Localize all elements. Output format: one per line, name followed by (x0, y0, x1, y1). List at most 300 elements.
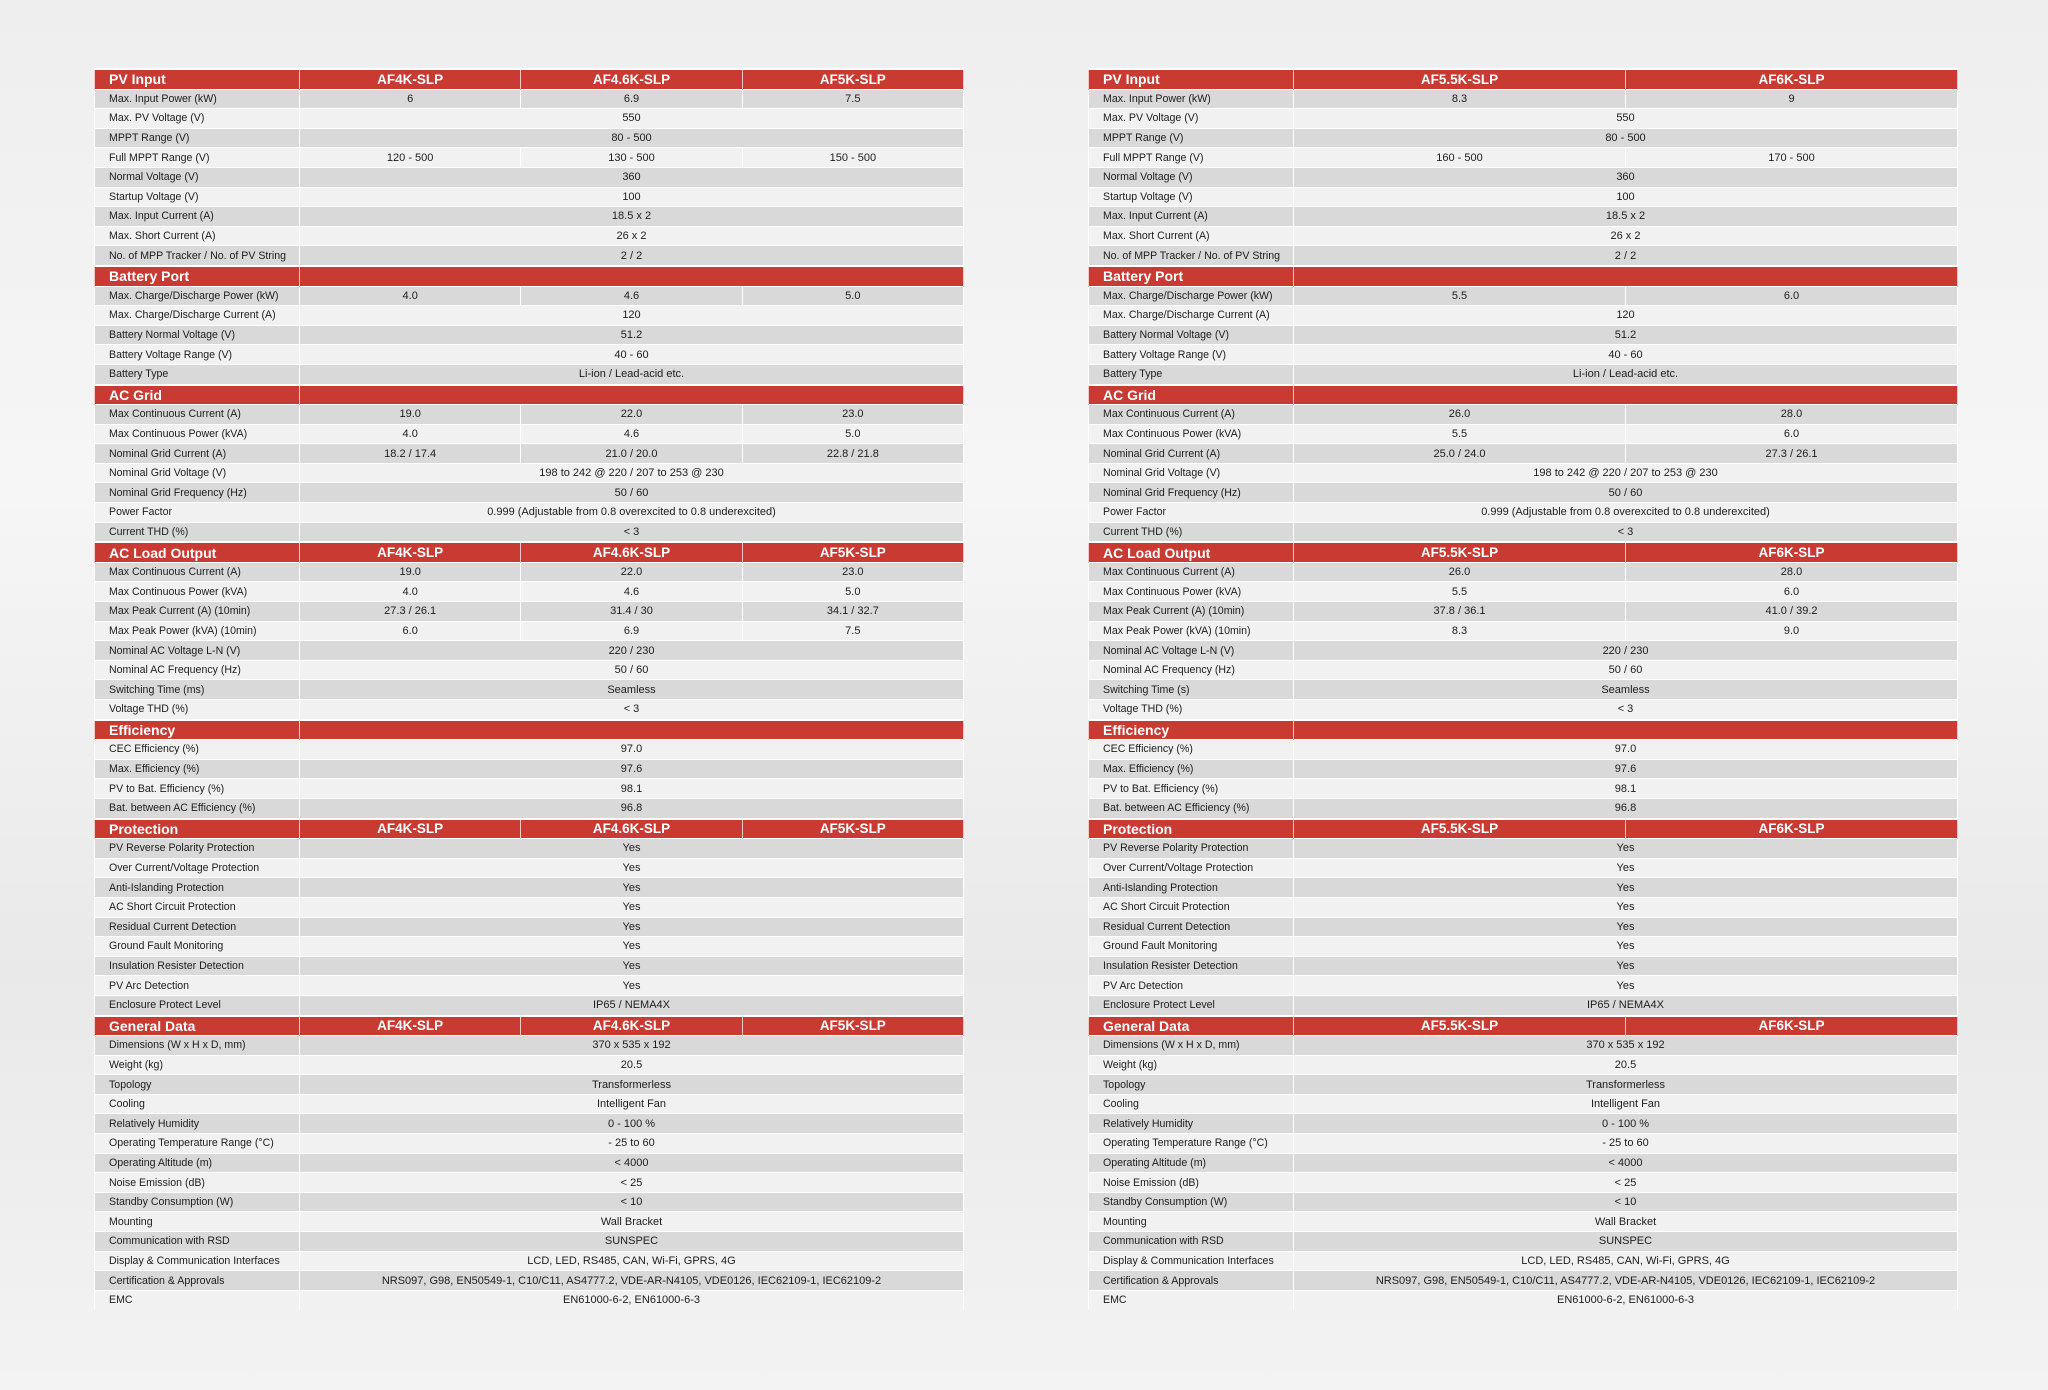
spec-row (95, 1232, 964, 1252)
spec-value: 100 (1294, 187, 1958, 207)
spec-value: 0.999 (Adjustable from 0.8 overexcited to 0.8 underexcited) (300, 503, 964, 523)
spec-label: Ground Fault Monitoring (1089, 937, 1294, 957)
spec-value: Transformerless (300, 1075, 964, 1095)
spec-label: Max. Input Power (kW) (1089, 89, 1294, 109)
spec-value: 120 (300, 306, 964, 326)
spec-row (1089, 128, 1958, 148)
spec-label: Operating Altitude (m) (1089, 1153, 1294, 1173)
spec-label: Max Continuous Current (A) (1089, 562, 1294, 582)
section-header (95, 542, 964, 562)
spec-value: SUNSPEC (1294, 1232, 1958, 1252)
spec-value: 130 - 500 (521, 148, 742, 168)
spec-value: < 4000 (1294, 1153, 1958, 1173)
spec-row (1089, 325, 1958, 345)
spec-label: Voltage THD (%) (95, 700, 300, 720)
spec-label: Mounting (95, 1212, 300, 1232)
spec-value: Intelligent Fan (1294, 1094, 1958, 1114)
spec-value: Yes (300, 976, 964, 996)
model-header: AF4K-SLP (300, 819, 521, 839)
spec-label: Max Peak Power (kVA) (10min) (95, 621, 300, 641)
spec-row (1089, 798, 1958, 818)
model-header: AF5K-SLP (742, 542, 963, 562)
section-title: General Data (95, 1016, 300, 1036)
spec-value: 4.6 (521, 424, 742, 444)
spec-value: 97.0 (1294, 740, 1958, 760)
spec-value: 98.1 (300, 779, 964, 799)
spec-row (1089, 1114, 1958, 1134)
spec-value: EN61000-6-2, EN61000-6-3 (1294, 1290, 1958, 1309)
spec-row (1089, 680, 1958, 700)
spec-value: 7.5 (742, 621, 963, 641)
section-header (1089, 69, 1958, 89)
spec-label: Residual Current Detection (1089, 917, 1294, 937)
spec-row (1089, 167, 1958, 187)
spec-row (95, 286, 964, 306)
spec-value: Yes (1294, 976, 1958, 996)
spec-value: 0 - 100 % (1294, 1114, 1958, 1134)
spec-value: NRS097, G98, EN50549-1, C10/C11, AS4777.2, VDE-AR-N4105, VDE0126, IEC62109-1, IEC62109-2 (300, 1271, 964, 1291)
spec-label: Nominal AC Voltage L-N (V) (95, 641, 300, 661)
spec-label: Max Continuous Current (A) (1089, 405, 1294, 425)
spec-row (1089, 306, 1958, 326)
spec-row (95, 503, 964, 523)
spec-value: < 25 (300, 1173, 964, 1193)
spec-row (1089, 858, 1958, 878)
spec-row (95, 1055, 964, 1075)
spec-row (95, 1094, 964, 1114)
spec-value: - 25 to 60 (300, 1134, 964, 1154)
spec-value: 160 - 500 (1294, 148, 1626, 168)
spec-row (95, 1173, 964, 1193)
spec-value: 50 / 60 (1294, 483, 1958, 503)
spec-label: EMC (1089, 1290, 1294, 1309)
spec-value: 6.0 (1626, 286, 1958, 306)
spec-value: < 10 (1294, 1192, 1958, 1212)
spec-label: Standby Consumption (W) (1089, 1192, 1294, 1212)
spec-value: < 3 (1294, 522, 1958, 542)
spec-value: 19.0 (300, 562, 521, 582)
spec-value: 198 to 242 @ 220 / 207 to 253 @ 230 (300, 463, 964, 483)
spec-row (1089, 405, 1958, 425)
spec-label: Startup Voltage (V) (1089, 187, 1294, 207)
spec-row (95, 1134, 964, 1154)
spec-label: Noise Emission (dB) (1089, 1173, 1294, 1193)
spec-label: Bat. between AC Efficiency (%) (1089, 798, 1294, 818)
spec-label: Nominal AC Frequency (Hz) (1089, 660, 1294, 680)
model-header: AF5.5K-SLP (1294, 542, 1626, 562)
spec-row (95, 798, 964, 818)
spec-label: Nominal AC Frequency (Hz) (95, 660, 300, 680)
spec-row (1089, 562, 1958, 582)
spec-row (1089, 1075, 1958, 1095)
spec-row (1089, 148, 1958, 168)
spec-label: Max. Efficiency (%) (95, 759, 300, 779)
model-header: AF5.5K-SLP (1294, 819, 1626, 839)
spec-label: CEC Efficiency (%) (95, 740, 300, 760)
section-title: AC Grid (1089, 385, 1294, 405)
spec-value: 5.5 (1294, 424, 1626, 444)
section-header-fill (300, 720, 964, 740)
spec-value: 5.0 (742, 424, 963, 444)
spec-label: AC Short Circuit Protection (95, 897, 300, 917)
spec-label: Normal Voltage (V) (95, 167, 300, 187)
spec-label: Enclosure Protect Level (1089, 995, 1294, 1015)
spec-value: 150 - 500 (742, 148, 963, 168)
spec-label: Startup Voltage (V) (95, 187, 300, 207)
spec-value: 27.3 / 26.1 (1626, 444, 1958, 464)
section-header (1089, 720, 1958, 740)
spec-label: Max. Charge/Discharge Current (A) (1089, 306, 1294, 326)
section-header-fill (1294, 266, 1958, 286)
spec-value: 2 / 2 (300, 246, 964, 266)
spec-row (1089, 1192, 1958, 1212)
spec-row (95, 89, 964, 109)
section-title: Protection (95, 819, 300, 839)
model-header: AF5K-SLP (742, 819, 963, 839)
spec-value: 98.1 (1294, 779, 1958, 799)
spec-label: Power Factor (95, 503, 300, 523)
spec-label: PV to Bat. Efficiency (%) (1089, 779, 1294, 799)
spec-label: No. of MPP Tracker / No. of PV String (95, 246, 300, 266)
spec-value: < 25 (1294, 1173, 1958, 1193)
section-title: Efficiency (1089, 720, 1294, 740)
section-title: General Data (1089, 1016, 1294, 1036)
spec-row (95, 463, 964, 483)
section-header (1089, 385, 1958, 405)
spec-row (1089, 1153, 1958, 1173)
spec-value: 96.8 (300, 798, 964, 818)
spec-value: 8.3 (1294, 621, 1626, 641)
spec-value: SUNSPEC (300, 1232, 964, 1252)
spec-value: 28.0 (1626, 405, 1958, 425)
section-header (1089, 1016, 1958, 1036)
spec-sheet-left (94, 68, 964, 1309)
spec-label: Over Current/Voltage Protection (95, 858, 300, 878)
spec-value: Li-ion / Lead-acid etc. (1294, 364, 1958, 384)
spec-value: < 10 (300, 1192, 964, 1212)
spec-label: Current THD (%) (95, 522, 300, 542)
spec-value: 5.5 (1294, 582, 1626, 602)
spec-value: 22.0 (521, 562, 742, 582)
spec-value: 6.9 (521, 89, 742, 109)
spec-value: 6.0 (300, 621, 521, 641)
spec-value: 31.4 / 30 (521, 602, 742, 622)
spec-row (1089, 582, 1958, 602)
model-header: AF5.5K-SLP (1294, 69, 1626, 89)
spec-value: Yes (300, 937, 964, 957)
spec-label: Battery Normal Voltage (V) (95, 325, 300, 345)
spec-value: 97.6 (1294, 759, 1958, 779)
spec-label: Insulation Resister Detection (95, 956, 300, 976)
spec-value: 18.5 x 2 (300, 207, 964, 227)
spec-value: 120 - 500 (300, 148, 521, 168)
spec-value: 21.0 / 20.0 (521, 444, 742, 464)
spec-value: 4.0 (300, 582, 521, 602)
spec-value: 4.6 (521, 286, 742, 306)
spec-value: 4.0 (300, 286, 521, 306)
spec-value: Yes (300, 878, 964, 898)
section-header-fill (300, 385, 964, 405)
model-header: AF4K-SLP (300, 542, 521, 562)
spec-row (95, 148, 964, 168)
section-header (1089, 266, 1958, 286)
spec-label: MPPT Range (V) (1089, 128, 1294, 148)
spec-label: Max. Efficiency (%) (1089, 759, 1294, 779)
model-header: AF4K-SLP (300, 69, 521, 89)
spec-row (95, 246, 964, 266)
spec-value: Yes (1294, 897, 1958, 917)
spec-label: Battery Voltage Range (V) (1089, 345, 1294, 365)
spec-label: Max. Input Power (kW) (95, 89, 300, 109)
spec-sheet-right (1088, 68, 1958, 1309)
spec-label: Operating Altitude (m) (95, 1153, 300, 1173)
spec-row (1089, 740, 1958, 760)
spec-label: Nominal Grid Frequency (Hz) (1089, 483, 1294, 503)
spec-row (1089, 1055, 1958, 1075)
spec-label: Certification & Approvals (95, 1271, 300, 1291)
spec-label: Max Continuous Power (kVA) (1089, 424, 1294, 444)
spec-label: MPPT Range (V) (95, 128, 300, 148)
spec-row (1089, 246, 1958, 266)
spec-label: Weight (kg) (1089, 1055, 1294, 1075)
model-header: AF4.6K-SLP (521, 542, 742, 562)
spec-row (1089, 956, 1958, 976)
spec-value: EN61000-6-2, EN61000-6-3 (300, 1290, 964, 1309)
spec-value: 97.0 (300, 740, 964, 760)
spec-label: Display & Communication Interfaces (1089, 1251, 1294, 1271)
spec-label: Max Peak Current (A) (10min) (1089, 602, 1294, 622)
spec-row (1089, 424, 1958, 444)
model-header: AF4.6K-SLP (521, 1016, 742, 1036)
spec-row (95, 483, 964, 503)
spec-label: Max Continuous Power (kVA) (95, 582, 300, 602)
spec-label: Current THD (%) (1089, 522, 1294, 542)
model-header: AF6K-SLP (1626, 819, 1958, 839)
spec-label: Insulation Resister Detection (1089, 956, 1294, 976)
section-header (1089, 819, 1958, 839)
spec-row (1089, 364, 1958, 384)
spec-row (95, 660, 964, 680)
section-header (95, 266, 964, 286)
spec-label: Mounting (1089, 1212, 1294, 1232)
spec-row (1089, 286, 1958, 306)
spec-label: Full MPPT Range (V) (1089, 148, 1294, 168)
spec-row (1089, 602, 1958, 622)
spec-value: 23.0 (742, 562, 963, 582)
spec-row (95, 995, 964, 1015)
spec-value: 41.0 / 39.2 (1626, 602, 1958, 622)
section-header-fill (1294, 385, 1958, 405)
spec-label: Enclosure Protect Level (95, 995, 300, 1015)
section-header (95, 385, 964, 405)
spec-value: 20.5 (300, 1055, 964, 1075)
spec-value: LCD, LED, RS485, CAN, Wi-Fi, GPRS, 4G (1294, 1251, 1958, 1271)
spec-value: 9.0 (1626, 621, 1958, 641)
spec-row (95, 1271, 964, 1291)
spec-row (1089, 1232, 1958, 1252)
spec-row (1089, 779, 1958, 799)
section-header (95, 819, 964, 839)
spec-label: Battery Normal Voltage (V) (1089, 325, 1294, 345)
spec-row (1089, 345, 1958, 365)
spec-value: 50 / 60 (300, 483, 964, 503)
spec-label: Cooling (1089, 1094, 1294, 1114)
spec-label: Communication with RSD (1089, 1232, 1294, 1252)
spec-value: IP65 / NEMA4X (300, 995, 964, 1015)
spec-value: 20.5 (1294, 1055, 1958, 1075)
spec-value: Seamless (300, 680, 964, 700)
spec-label: Max. Input Current (A) (95, 207, 300, 227)
spec-row (95, 325, 964, 345)
spec-value: 5.5 (1294, 286, 1626, 306)
spec-row (1089, 897, 1958, 917)
spec-row (95, 858, 964, 878)
spec-label: Battery Voltage Range (V) (95, 345, 300, 365)
spec-row (95, 364, 964, 384)
spec-value: 6.0 (1626, 424, 1958, 444)
spec-value: 0.999 (Adjustable from 0.8 overexcited to 0.8 underexcited) (1294, 503, 1958, 523)
spec-row (1089, 937, 1958, 957)
spec-label: Max Peak Current (A) (10min) (95, 602, 300, 622)
spec-value: 550 (1294, 109, 1958, 129)
spec-row (95, 582, 964, 602)
spec-value: < 3 (1294, 700, 1958, 720)
spec-label: Bat. between AC Efficiency (%) (95, 798, 300, 818)
spec-row (95, 405, 964, 425)
spec-value: 26 x 2 (1294, 226, 1958, 246)
section-title: Battery Port (1089, 266, 1294, 286)
spec-row (1089, 995, 1958, 1015)
spec-value: 50 / 60 (1294, 660, 1958, 680)
spec-row (95, 740, 964, 760)
spec-value: 22.0 (521, 405, 742, 425)
section-header-fill (300, 266, 964, 286)
spec-label: Power Factor (1089, 503, 1294, 523)
spec-value: Yes (300, 858, 964, 878)
spec-label: Nominal Grid Current (A) (1089, 444, 1294, 464)
spec-value: 9 (1626, 89, 1958, 109)
spec-value: Yes (1294, 858, 1958, 878)
model-header: AF4.6K-SLP (521, 819, 742, 839)
spec-label: PV Arc Detection (1089, 976, 1294, 996)
spec-row (1089, 839, 1958, 859)
spec-value: Yes (300, 839, 964, 859)
spec-label: Battery Type (95, 364, 300, 384)
spec-row (1089, 1036, 1958, 1056)
spec-value: < 4000 (300, 1153, 964, 1173)
spec-row (95, 207, 964, 227)
spec-label: Topology (95, 1075, 300, 1095)
spec-value: 6.9 (521, 621, 742, 641)
spec-row (1089, 1271, 1958, 1291)
spec-row (1089, 641, 1958, 661)
section-header (95, 69, 964, 89)
spec-row (95, 839, 964, 859)
spec-value: 34.1 / 32.7 (742, 602, 963, 622)
spec-row (1089, 1134, 1958, 1154)
spec-label: EMC (95, 1290, 300, 1309)
spec-label: No. of MPP Tracker / No. of PV String (1089, 246, 1294, 266)
spec-value: 27.3 / 26.1 (300, 602, 521, 622)
spec-value: 7.5 (742, 89, 963, 109)
spec-value: 18.5 x 2 (1294, 207, 1958, 227)
spec-row (1089, 917, 1958, 937)
spec-row (95, 1192, 964, 1212)
spec-value: 370 x 535 x 192 (300, 1036, 964, 1056)
spec-row (1089, 207, 1958, 227)
spec-row (95, 1114, 964, 1134)
spec-value: Yes (1294, 878, 1958, 898)
spec-label: Max. Charge/Discharge Power (kW) (95, 286, 300, 306)
spec-value: 0 - 100 % (300, 1114, 964, 1134)
spec-value: 370 x 535 x 192 (1294, 1036, 1958, 1056)
spec-row (95, 602, 964, 622)
spec-row (1089, 503, 1958, 523)
spec-value: 40 - 60 (1294, 345, 1958, 365)
spec-value: 26.0 (1294, 405, 1626, 425)
spec-label: Max. PV Voltage (V) (95, 109, 300, 129)
spec-label: Max. Short Current (A) (1089, 226, 1294, 246)
spec-label: PV Arc Detection (95, 976, 300, 996)
spec-value: 51.2 (1294, 325, 1958, 345)
spec-label: Switching Time (ms) (95, 680, 300, 700)
section-title: AC Load Output (1089, 542, 1294, 562)
spec-row (95, 187, 964, 207)
spec-label: Nominal Grid Current (A) (95, 444, 300, 464)
spec-value: 120 (1294, 306, 1958, 326)
spec-label: Anti-Islanding Protection (95, 878, 300, 898)
section-header (1089, 542, 1958, 562)
spec-value: Yes (1294, 937, 1958, 957)
spec-value: Li-ion / Lead-acid etc. (300, 364, 964, 384)
spec-row (1089, 1290, 1958, 1309)
spec-label: Over Current/Voltage Protection (1089, 858, 1294, 878)
section-title: Battery Port (95, 266, 300, 286)
section-title: Protection (1089, 819, 1294, 839)
spec-row (1089, 187, 1958, 207)
spec-label: Weight (kg) (95, 1055, 300, 1075)
spec-value: Wall Bracket (1294, 1212, 1958, 1232)
spec-row (1089, 463, 1958, 483)
spec-label: CEC Efficiency (%) (1089, 740, 1294, 760)
spec-value: Yes (1294, 917, 1958, 937)
spec-row (95, 1153, 964, 1173)
spec-label: Max. Short Current (A) (95, 226, 300, 246)
spec-label: Normal Voltage (V) (1089, 167, 1294, 187)
spec-row (95, 424, 964, 444)
spec-value: 50 / 60 (300, 660, 964, 680)
spec-value: 170 - 500 (1626, 148, 1958, 168)
spec-row (95, 226, 964, 246)
spec-value: 4.6 (521, 582, 742, 602)
spec-row (1089, 660, 1958, 680)
spec-value: 80 - 500 (300, 128, 964, 148)
spec-label: Operating Temperature Range (°C) (1089, 1134, 1294, 1154)
spec-value: 80 - 500 (1294, 128, 1958, 148)
section-header (95, 720, 964, 740)
spec-row (1089, 621, 1958, 641)
spec-row (95, 917, 964, 937)
spec-label: Display & Communication Interfaces (95, 1251, 300, 1271)
spec-label: Voltage THD (%) (1089, 700, 1294, 720)
spec-value: < 3 (300, 522, 964, 542)
spec-label: Max. Input Current (A) (1089, 207, 1294, 227)
spec-row (1089, 878, 1958, 898)
spec-value: Yes (1294, 956, 1958, 976)
spec-label: Nominal Grid Voltage (V) (1089, 463, 1294, 483)
model-header: AF6K-SLP (1626, 69, 1958, 89)
spec-table (1088, 68, 1958, 1309)
